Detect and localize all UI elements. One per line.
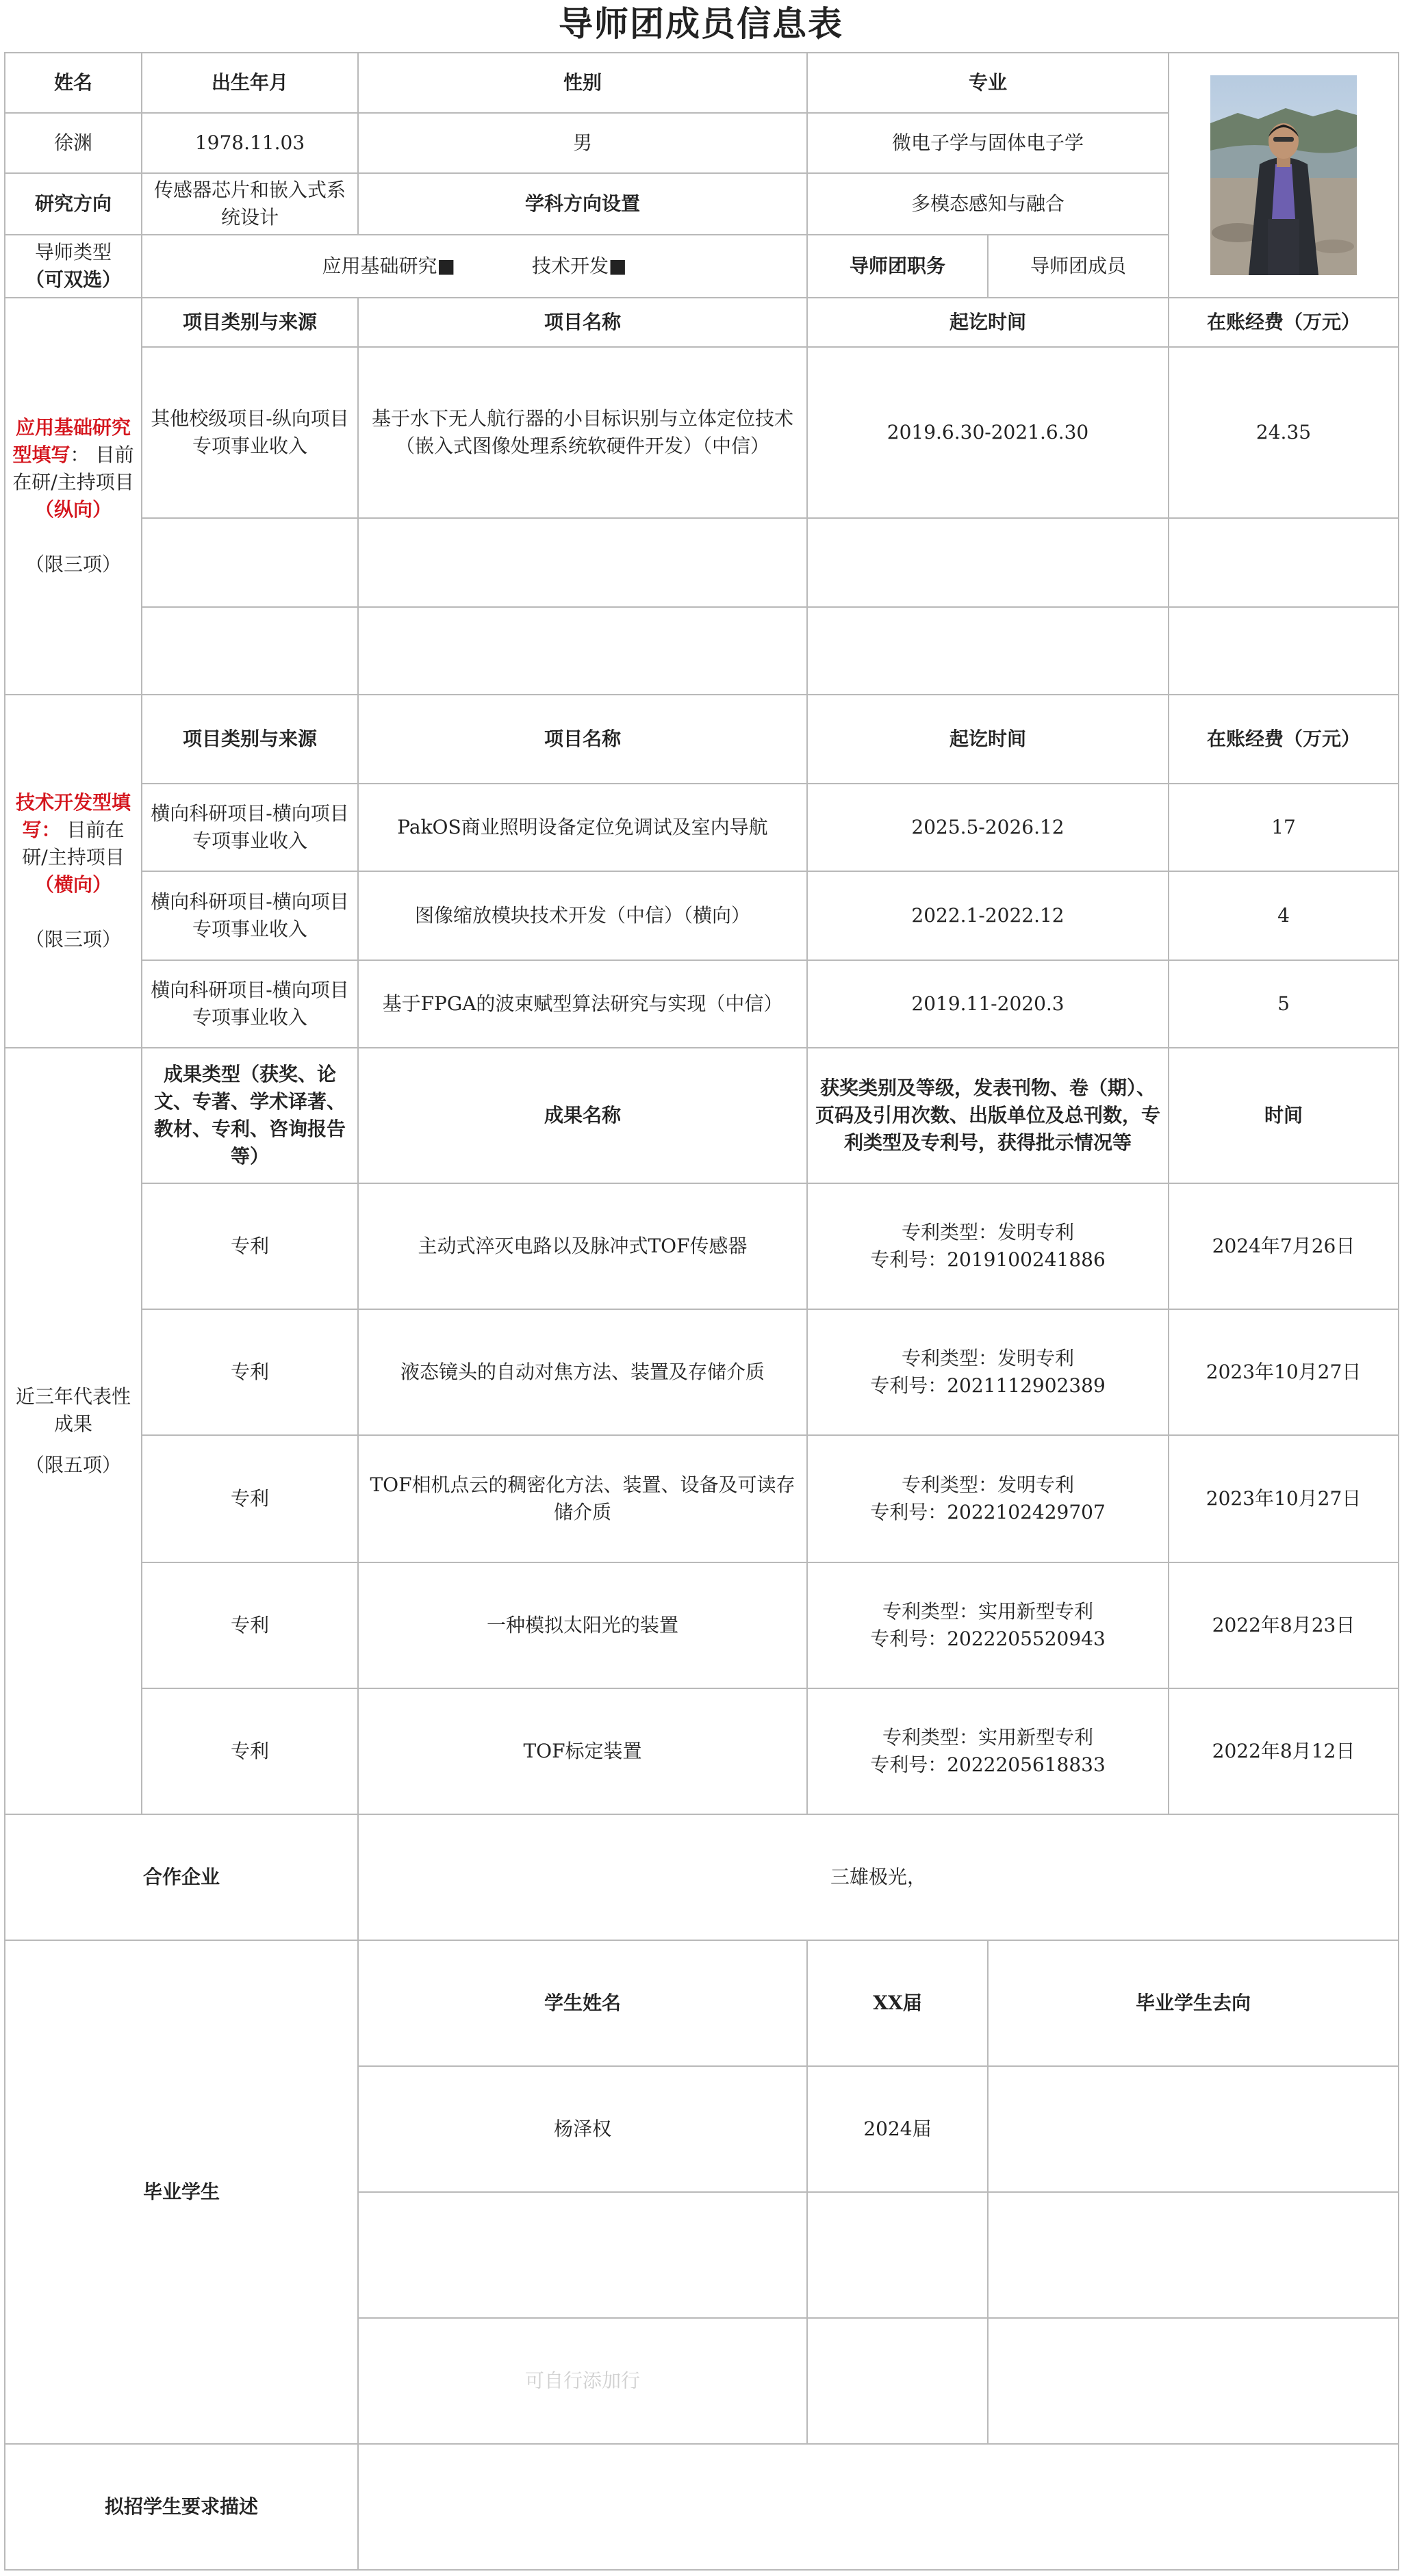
achievement-row <box>5 1562 1399 1688</box>
achievement-detail <box>807 1435 1169 1562</box>
horizontal-project-name: 图像缩放模块技术开发（中信）（横向） <box>358 871 807 960</box>
horizontal-project-row <box>5 871 1399 960</box>
birth-value: 1978.11.03 <box>142 113 358 173</box>
horizontal-header-category: 项目类别与来源 <box>142 695 358 784</box>
graduate-year <box>807 2192 988 2318</box>
vertical-side-title: 应用基础研究型填写 <box>12 416 131 466</box>
graduate-name: 杨泽权 <box>358 2066 807 2192</box>
photo-cell <box>1169 53 1399 298</box>
mentor-type-value: 应用基础研究■ 技术开发■ <box>142 235 807 298</box>
discipline-value: 多模态感知与融合 <box>807 173 1169 235</box>
horizontal-side-mid: 目前在研/主持项目 <box>22 819 125 868</box>
achievements-side-title: 近三年代表性成果 <box>15 1385 131 1435</box>
vertical-side-limit: （限三项） <box>25 553 121 576</box>
achievement-date: 2022年8月23日 <box>1169 1562 1399 1688</box>
vertical-projects-side-label <box>5 298 142 695</box>
major-value: 微电子学与固体电子学 <box>807 113 1169 173</box>
horizontal-project-funds: 4 <box>1169 871 1399 960</box>
page-title: 导师团成员信息表 <box>559 3 843 44</box>
achievement-row <box>5 1309 1399 1435</box>
graduates-label: 毕业学生 <box>5 1940 358 2444</box>
mentor-type-label <box>5 235 142 298</box>
achievement-row <box>5 1183 1399 1309</box>
name-label: 姓名 <box>5 53 142 113</box>
graduate-year <box>807 2318 988 2444</box>
horizontal-header-name: 项目名称 <box>358 695 807 784</box>
achievement-detail <box>807 1183 1169 1309</box>
gender-value: 男 <box>358 113 807 173</box>
achievement-name: 液态镜头的自动对焦方法、装置及存储介质 <box>358 1309 807 1435</box>
achievements-side-label <box>5 1048 142 1814</box>
requirements-label: 拟招学生要求描述 <box>5 2444 358 2570</box>
vertical-header-category: 项目类别与来源 <box>142 298 358 347</box>
vertical-project-row <box>5 347 1399 518</box>
vertical-project-row <box>5 518 1399 607</box>
horizontal-project-funds: 5 <box>1169 960 1399 1048</box>
achievement-patent-number: 专利号：2022102429707 <box>870 1501 1106 1523</box>
research-label: 研究方向 <box>5 173 142 235</box>
graduate-destination <box>988 2318 1399 2444</box>
vertical-header-period: 起讫时间 <box>807 298 1169 347</box>
achievement-patent-number: 专利号：2019100241886 <box>870 1248 1106 1271</box>
mentor-info-table <box>4 52 1399 2571</box>
achievement-patent-type: 专利类型：发明专利 <box>902 1473 1075 1496</box>
mentor-type-label-line1: 导师类型 <box>34 241 112 263</box>
vertical-project-name: 基于水下无人航行器的小目标识别与立体定位技术（嵌入式图像处理系统软硬件开发）（中信） <box>358 347 807 518</box>
achievement-name: 一种模拟太阳光的装置 <box>358 1562 807 1688</box>
achievement-name: TOF相机点云的稠密化方法、装置、设备及可读存储介质 <box>358 1435 807 1562</box>
horizontal-project-period: 2022.1-2022.12 <box>807 871 1169 960</box>
achievement-patent-type: 专利类型：发明专利 <box>902 1221 1075 1244</box>
mentor-type-label-line2: （可双选） <box>25 268 121 291</box>
achievements-header-type: 成果类型（获奖、论文、专著、学术译著、教材、专利、咨询报告等） <box>142 1048 358 1183</box>
vertical-project-name <box>358 607 807 695</box>
vertical-project-funds <box>1169 607 1399 695</box>
role-value: 导师团成员 <box>988 235 1169 298</box>
horizontal-side-red: （横向） <box>34 873 112 896</box>
vertical-project-category <box>142 607 358 695</box>
achievement-detail <box>807 1309 1169 1435</box>
horizontal-header-funds: 在账经费（万元） <box>1169 695 1399 784</box>
horizontal-project-category: 横向科研项目-横向项目专项事业收入 <box>142 871 358 960</box>
graduates-header-year: XX届 <box>807 1940 988 2066</box>
achievement-type: 专利 <box>142 1309 358 1435</box>
horizontal-side-limit: （限三项） <box>25 928 121 951</box>
graduates-header-destination: 毕业学生去向 <box>988 1940 1399 2066</box>
requirements-value <box>358 2444 1399 2570</box>
achievement-patent-number: 专利号：2022205520943 <box>870 1627 1106 1650</box>
add-row-hint: 可自行添加行 <box>358 2318 807 2444</box>
achievement-type: 专利 <box>142 1435 358 1562</box>
role-label: 导师团职务 <box>807 235 988 298</box>
horizontal-project-row <box>5 960 1399 1048</box>
vertical-project-period <box>807 518 1169 607</box>
discipline-label: 学科方向设置 <box>358 173 807 235</box>
vertical-project-row <box>5 607 1399 695</box>
achievement-date: 2022年8月12日 <box>1169 1688 1399 1814</box>
horizontal-project-row <box>5 784 1399 871</box>
achievement-row <box>5 1688 1399 1814</box>
achievement-name: 主动式淬灭电路以及脉冲式TOF传感器 <box>358 1183 807 1309</box>
achievement-date: 2023年10月27日 <box>1169 1435 1399 1562</box>
horizontal-project-category: 横向科研项目-横向项目专项事业收入 <box>142 960 358 1048</box>
graduate-destination <box>988 2066 1399 2192</box>
vertical-project-funds <box>1169 518 1399 607</box>
graduate-name <box>358 2192 807 2318</box>
achievements-side-limit: （限五项） <box>25 1454 121 1476</box>
portrait-photo <box>1210 75 1357 275</box>
achievement-patent-type: 专利类型：实用新型专利 <box>882 1600 1094 1623</box>
vertical-side-mid: 目前在研/主持项目 <box>12 443 134 493</box>
partner-label: 合作企业 <box>5 1814 358 1940</box>
name-value: 徐渊 <box>5 113 142 173</box>
vertical-project-funds: 24.35 <box>1169 347 1399 518</box>
horizontal-project-category: 横向科研项目-横向项目专项事业收入 <box>142 784 358 871</box>
vertical-project-period: 2019.6.30-2021.6.30 <box>807 347 1169 518</box>
achievement-patent-type: 专利类型：实用新型专利 <box>882 1726 1094 1749</box>
achievement-patent-type: 专利类型：发明专利 <box>902 1347 1075 1369</box>
achievements-header-date: 时间 <box>1169 1048 1399 1183</box>
achievement-patent-number: 专利号：2022205618833 <box>870 1753 1106 1776</box>
vertical-project-name <box>358 518 807 607</box>
achievement-date: 2023年10月27日 <box>1169 1309 1399 1435</box>
horizontal-project-name: 基于FPGA的波束赋型算法研究与实现（中信） <box>358 960 807 1048</box>
vertical-project-period <box>807 607 1169 695</box>
vertical-header-funds: 在账经费（万元） <box>1169 298 1399 347</box>
achievement-row <box>5 1435 1399 1562</box>
achievement-type: 专利 <box>142 1183 358 1309</box>
vertical-side-colon: ： <box>70 443 90 466</box>
achievement-date: 2024年7月26日 <box>1169 1183 1399 1309</box>
achievement-type: 专利 <box>142 1562 358 1688</box>
birth-label: 出生年月 <box>142 53 358 113</box>
graduate-destination <box>988 2192 1399 2318</box>
horizontal-side-colon: ： <box>41 819 61 841</box>
achievements-header-name: 成果名称 <box>358 1048 807 1183</box>
achievement-patent-number: 专利号：2021112902389 <box>870 1374 1106 1397</box>
horizontal-project-period: 2025.5-2026.12 <box>807 784 1169 871</box>
horizontal-projects-side-label <box>5 695 142 1048</box>
horizontal-side-title: 技术开发型填写 <box>15 791 131 841</box>
achievement-name: TOF标定装置 <box>358 1688 807 1814</box>
major-label: 专业 <box>807 53 1169 113</box>
gender-label: 性别 <box>358 53 807 113</box>
horizontal-project-period: 2019.11-2020.3 <box>807 960 1169 1048</box>
graduates-header-name: 学生姓名 <box>358 1940 807 2066</box>
horizontal-header-period: 起讫时间 <box>807 695 1169 784</box>
vertical-project-category <box>142 518 358 607</box>
research-value: 传感器芯片和嵌入式系统设计 <box>142 173 358 235</box>
vertical-side-red: （纵向） <box>34 498 112 521</box>
graduate-year: 2024届 <box>807 2066 988 2192</box>
vertical-header-name: 项目名称 <box>358 298 807 347</box>
horizontal-project-funds: 17 <box>1169 784 1399 871</box>
horizontal-project-name: PakOS商业照明设备定位免调试及室内导航 <box>358 784 807 871</box>
achievement-detail <box>807 1562 1169 1688</box>
vertical-project-category: 其他校级项目-纵向项目专项事业收入 <box>142 347 358 518</box>
partner-value: 三雄极光， <box>358 1814 1399 1940</box>
achievements-header-detail: 获奖类别及等级，发表刊物、卷（期）、页码及引用次数、出版单位及总刊数，专利类型及专利号，获得批示情况等 <box>807 1048 1169 1183</box>
achievement-detail <box>807 1688 1169 1814</box>
achievement-type: 专利 <box>142 1688 358 1814</box>
